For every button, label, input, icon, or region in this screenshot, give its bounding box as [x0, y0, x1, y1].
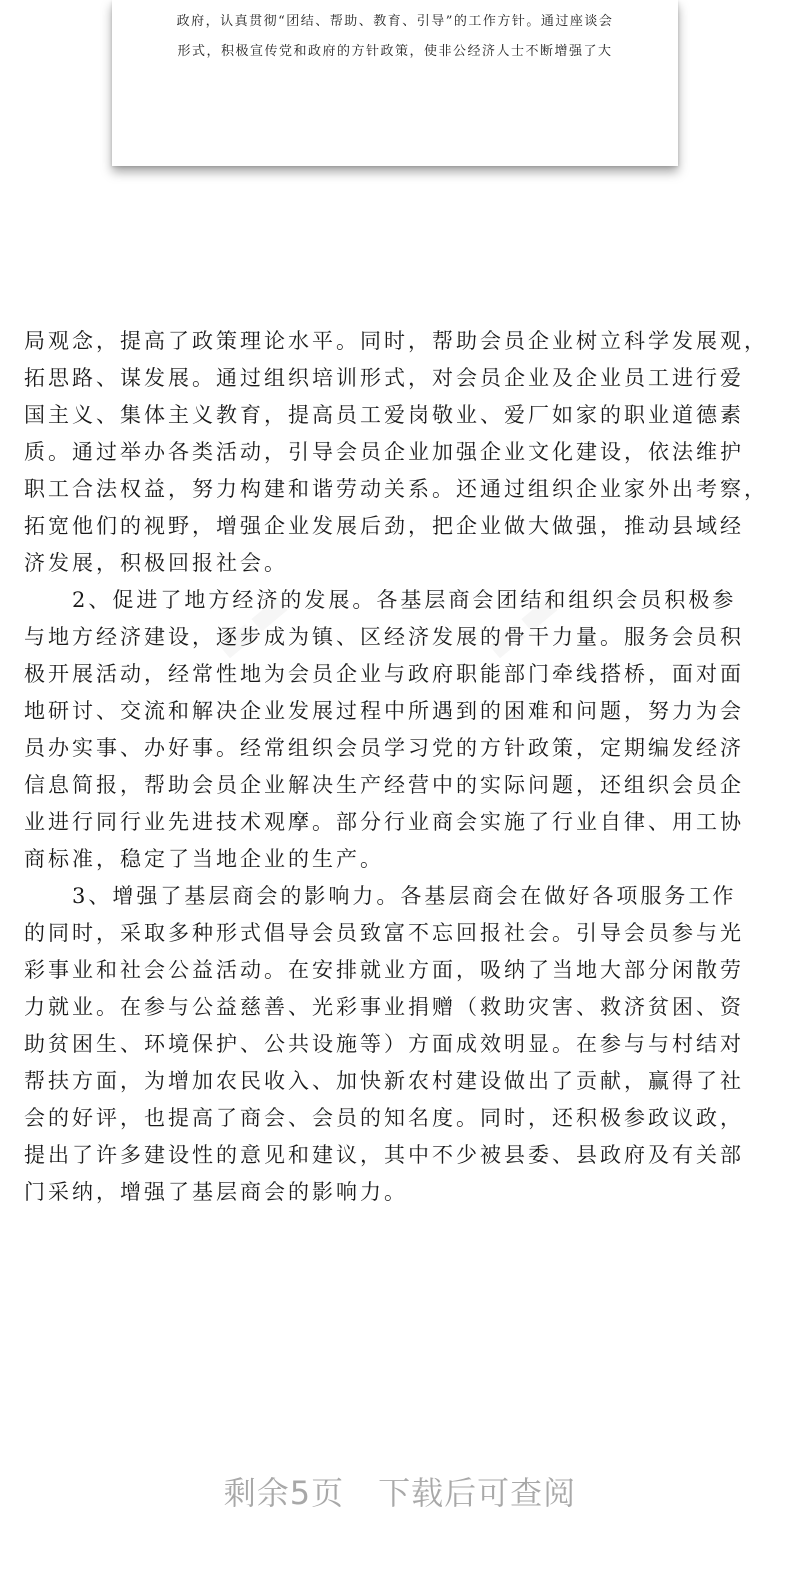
body-text-line: 济发展，积极回报社会。 [24, 551, 288, 575]
body-text-line: 极开展活动，经常性地为会员企业与政府职能部门牵线搭桥，面对面 [24, 662, 744, 686]
page-preview-card [112, 0, 678, 166]
body-text-line: 地研讨、交流和解决企业发展过程中所遇到的困难和问题，努力为会 [24, 699, 744, 723]
body-text-line: 拓思路、谋发展。通过组织培训形式，对会员企业及企业员工进行爱 [24, 366, 744, 390]
body-text-line: 力就业。在参与公益慈善、光彩事业捐赠（救助灾害、救济贫困、资 [24, 995, 744, 1019]
body-text-line: 提出了许多建设性的意见和建议，其中不少被县委、县政府及有关部 [24, 1143, 744, 1167]
document-body [24, 323, 776, 1211]
body-text-line: 员办实事、办好事。经常组织会员学习党的方针政策，定期编发经济 [24, 736, 744, 760]
body-text-line: 职工合法权益，努力构建和谐劳动关系。还通过组织企业家外出考察， [24, 477, 768, 501]
body-text-line: 助贫困生、环境保护、公共设施等）方面成效明显。在参与与村结对 [24, 1032, 744, 1056]
body-text-line: 的同时，采取多种形式倡导会员致富不忘回报社会。引导会员参与光 [24, 921, 744, 945]
body-text-line: 质。通过举办各类活动，引导会员企业加强企业文化建设，依法维护 [24, 440, 744, 464]
body-text-line: 2、促进了地方经济的发展。各基层商会团结和组织会员积极参 [24, 588, 737, 612]
body-text-line: 门采纳，增强了基层商会的影响力。 [24, 1180, 408, 1204]
watermark-decoration: ▬▬ [473, 579, 570, 672]
preview-text-line: 形式，积极宣传党和政府的方针政策，使非公经济人士不断增强了大 [177, 44, 613, 59]
remaining-pages-banner[interactable] [0, 1468, 800, 1514]
body-text-line: 会的好评，也提高了商会、会员的知名度。同时，还积极参政议政， [24, 1106, 744, 1130]
body-text-line: 拓宽他们的视野，增强企业发展后劲，把企业做大做强，推动县域经 [24, 514, 744, 538]
body-text-line: 彩事业和社会公益活动。在安排就业方面，吸纳了当地大部分闲散劳 [24, 958, 744, 982]
preview-text-line: 政府，认真贯彻“团结、帮助、教育、引导”的工作方针。通过座谈会 [176, 14, 614, 29]
body-text-line: 3、增强了基层商会的影响力。各基层商会在做好各项服务工作 [24, 884, 737, 908]
download-to-read-label: 下载后可查阅 [378, 1474, 577, 1512]
body-text-line: 与地方经济建设，逐步成为镇、区经济发展的骨干力量。服务会员积 [24, 625, 744, 649]
body-text-line: 商标准，稳定了当地企业的生产。 [24, 847, 384, 871]
body-text-line: 帮扶方面，为增加农民收入、加快新农村建设做出了贡献，赢得了社 [24, 1069, 744, 1093]
remaining-pages-label: 剩余5页 [223, 1474, 345, 1512]
body-text-line: 国主义、集体主义教育，提高员工爱岗敬业、爱厂如家的职业道德素 [24, 403, 744, 427]
body-text-line: 信息简报，帮助会员企业解决生产经营中的实际问题，还组织会员企 [24, 773, 744, 797]
body-text-line: 业进行同行业先进技术观摩。部分行业商会实施了行业自律、用工协 [24, 810, 744, 834]
body-text-line: 局观念，提高了政策理论水平。同时，帮助会员企业树立科学发展观， [24, 329, 768, 353]
watermark-decoration: ▬▬ [203, 579, 300, 672]
